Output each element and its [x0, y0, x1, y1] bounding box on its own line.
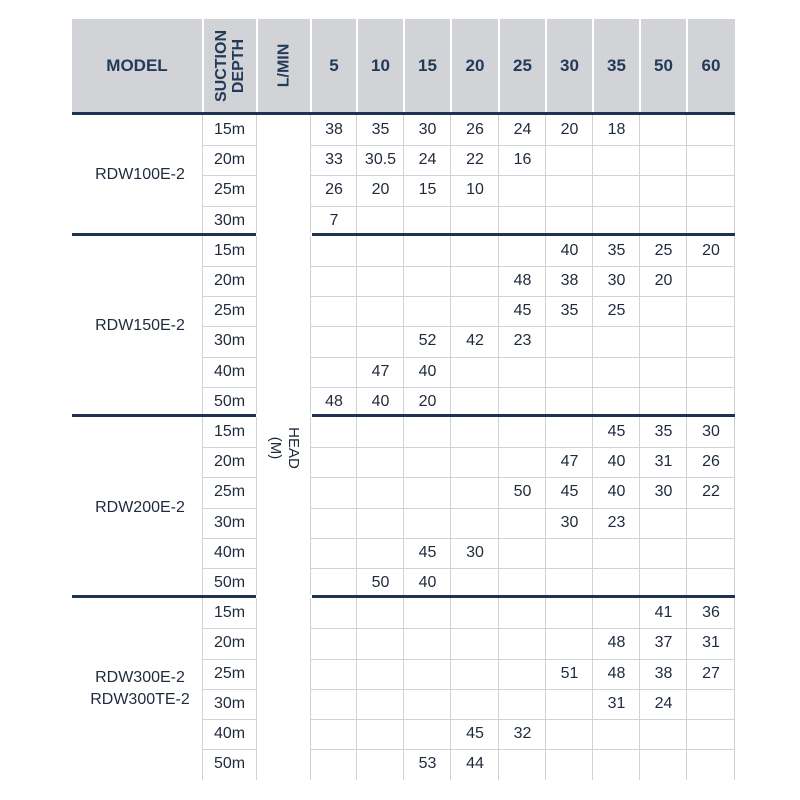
- suction-depth-cell: 15m: [213, 121, 246, 139]
- head-value-cell: [640, 538, 687, 568]
- head-value-cell: [404, 689, 451, 719]
- head-value-cell: 38: [654, 664, 673, 682]
- head-value-cell: [640, 206, 687, 236]
- header-divider: [202, 19, 204, 112]
- head-value-cell: [451, 206, 499, 236]
- head-label-line2: (M): [267, 436, 284, 459]
- head-value-cell: 7: [329, 211, 339, 229]
- suction-depth-cell: 50m: [213, 574, 246, 592]
- head-value-cell: 30: [418, 121, 437, 139]
- head-value-cell: [499, 689, 546, 719]
- head-value-cell: [404, 659, 451, 689]
- head-value-cell: [357, 659, 404, 689]
- suction-depth-cell: 30m: [213, 694, 246, 712]
- head-value-cell: [357, 508, 404, 538]
- head-value-cell: [499, 175, 546, 205]
- head-value-cell: 35: [607, 241, 626, 259]
- flow-header-50: 50: [654, 55, 673, 75]
- head-value-cell: 31: [702, 634, 720, 652]
- model-name: RDW300TE-2: [90, 690, 190, 708]
- head-value-cell: [687, 326, 735, 356]
- head-value-cell: 31: [654, 453, 673, 471]
- head-value-cell: [404, 598, 451, 628]
- head-value-cell: 50: [371, 574, 390, 592]
- head-value-cell: [404, 628, 451, 658]
- head-value-cell: [451, 659, 499, 689]
- model-name-cell: [72, 115, 208, 236]
- head-value-cell: [687, 538, 735, 568]
- head-value-cell: [311, 538, 357, 568]
- head-value-cell: [499, 236, 546, 266]
- head-value-cell: 35: [371, 121, 390, 139]
- head-value-cell: [499, 538, 546, 568]
- separator-gap: [256, 233, 312, 236]
- head-value-cell: [451, 357, 499, 387]
- suction-depth-cell: 30m: [213, 211, 246, 229]
- head-value-cell: 42: [466, 332, 484, 350]
- head-value-cell: [404, 236, 451, 266]
- head-value-cell: 40: [371, 392, 390, 410]
- head-value-cell: [499, 508, 546, 538]
- head-value-cell: 36: [702, 604, 720, 622]
- model-name: RDW200E-2: [95, 498, 185, 516]
- head-value-cell: [687, 719, 735, 749]
- head-value-cell: [687, 357, 735, 387]
- head-value-cell: [593, 145, 640, 175]
- suction-depth-cell: 25m: [213, 302, 246, 320]
- head-value-cell: [499, 749, 546, 779]
- head-value-cell: [404, 296, 451, 326]
- suction-depth-header-line1: SUCTION: [212, 29, 230, 102]
- head-value-cell: [546, 357, 593, 387]
- head-value-cell: 48: [513, 272, 532, 290]
- head-value-cell: [546, 628, 593, 658]
- model-name-cell: [72, 236, 208, 417]
- flow-header-10: 10: [371, 55, 390, 75]
- head-value-cell: [640, 175, 687, 205]
- head-value-cell: [687, 568, 735, 598]
- head-value-cell: 35: [654, 423, 673, 441]
- suction-depth-cell: 40m: [213, 543, 246, 561]
- head-value-cell: 23: [607, 513, 626, 531]
- head-value-cell: 18: [607, 121, 626, 139]
- head-value-cell: [687, 206, 735, 236]
- head-value-cell: [640, 387, 687, 417]
- head-value-cell: 20: [654, 272, 673, 290]
- head-value-cell: [499, 598, 546, 628]
- head-value-cell: 30: [466, 543, 484, 561]
- head-value-cell: 32: [513, 725, 532, 743]
- head-value-cell: [593, 326, 640, 356]
- head-value-cell: [546, 206, 593, 236]
- head-value-cell: [357, 477, 404, 507]
- head-value-cell: [357, 598, 404, 628]
- suction-depth-cell: 15m: [213, 423, 246, 441]
- head-value-cell: [451, 689, 499, 719]
- head-value-cell: 15: [418, 181, 437, 199]
- head-value-cell: 38: [560, 272, 579, 290]
- head-value-cell: [311, 749, 357, 779]
- head-value-cell: [687, 266, 735, 296]
- head-value-cell: 22: [466, 151, 484, 169]
- head-value-cell: [311, 236, 357, 266]
- head-value-cell: 16: [513, 151, 532, 169]
- head-value-cell: 30.5: [364, 151, 397, 169]
- suction-depth-column-header: [203, 19, 256, 112]
- head-value-cell: [404, 447, 451, 477]
- column-divider: [256, 115, 257, 780]
- head-value-cell: 45: [418, 543, 437, 561]
- flow-header-60: 60: [701, 55, 721, 75]
- head-value-cell: 37: [654, 634, 673, 652]
- head-value-cell: [357, 538, 404, 568]
- header-divider: [256, 19, 258, 112]
- head-value-cell: [357, 266, 404, 296]
- head-value-cell: 23: [513, 332, 532, 350]
- head-value-cell: [357, 296, 404, 326]
- head-value-cell: [546, 145, 593, 175]
- head-value-cell: [357, 206, 404, 236]
- head-value-cell: [311, 477, 357, 507]
- head-value-cell: [593, 749, 640, 779]
- flow-header-35: 35: [607, 55, 626, 75]
- head-value-cell: 22: [702, 483, 720, 501]
- suction-depth-cell: 20m: [213, 453, 246, 471]
- head-value-cell: [593, 357, 640, 387]
- head-value-cell: [451, 387, 499, 417]
- head-value-cell: [546, 387, 593, 417]
- head-value-cell: 45: [466, 725, 484, 743]
- head-value-cell: [687, 749, 735, 779]
- head-value-cell: 25: [607, 302, 626, 320]
- head-value-cell: 52: [418, 332, 437, 350]
- head-value-cell: 35: [560, 302, 579, 320]
- head-value-cell: 48: [607, 634, 626, 652]
- head-value-cell: [451, 447, 499, 477]
- model-name-cell: [72, 417, 208, 598]
- head-value-cell: 47: [560, 453, 579, 471]
- flow-header-15: 15: [418, 55, 437, 75]
- head-value-cell: [451, 508, 499, 538]
- head-value-cell: 30: [560, 513, 579, 531]
- head-value-cell: [311, 598, 357, 628]
- head-label-line1: HEAD: [285, 426, 302, 469]
- head-value-cell: [451, 236, 499, 266]
- suction-depth-cell: 20m: [213, 151, 246, 169]
- flow-unit-column-header: L/MIN: [275, 43, 293, 88]
- head-value-cell: 40: [607, 453, 626, 471]
- head-value-cell: [499, 206, 546, 236]
- head-value-cell: [311, 357, 357, 387]
- head-value-cell: [546, 175, 593, 205]
- head-value-cell: [357, 447, 404, 477]
- head-value-cell: 50: [513, 483, 532, 501]
- head-value-cell: [640, 326, 687, 356]
- head-value-cell: 30: [702, 423, 720, 441]
- head-value-cell: [311, 447, 357, 477]
- flow-header-30: 30: [560, 55, 579, 75]
- suction-depth-cell: 25m: [213, 483, 246, 501]
- head-value-cell: [311, 719, 357, 749]
- head-value-cell: [687, 508, 735, 538]
- suction-depth-cell: 40m: [213, 362, 246, 380]
- flow-header-20: 20: [465, 55, 485, 75]
- head-value-cell: [640, 568, 687, 598]
- head-value-cell: [640, 749, 687, 779]
- head-value-cell: [499, 417, 546, 447]
- model-name: RDW100E-2: [95, 166, 185, 184]
- head-value-cell: 40: [418, 362, 437, 380]
- head-value-cell: [687, 689, 735, 719]
- head-value-cell: 20: [560, 121, 579, 139]
- head-value-cell: [593, 387, 640, 417]
- head-value-cell: [451, 266, 499, 296]
- head-value-cell: [404, 477, 451, 507]
- head-value-cell: 45: [513, 302, 532, 320]
- head-value-cell: [593, 719, 640, 749]
- head-value-cell: 20: [702, 241, 720, 259]
- head-value-cell: [357, 236, 404, 266]
- head-value-cell: [640, 719, 687, 749]
- head-value-cell: 47: [371, 362, 390, 380]
- head-value-cell: 38: [325, 121, 343, 139]
- head-value-cell: [451, 477, 499, 507]
- head-value-cell: [357, 719, 404, 749]
- head-value-cell: [311, 266, 357, 296]
- head-value-cell: [311, 628, 357, 658]
- flow-header-25: 25: [513, 55, 532, 75]
- head-value-cell: [546, 538, 593, 568]
- suction-depth-cell: 20m: [213, 634, 246, 652]
- head-value-cell: [687, 175, 735, 205]
- head-value-cell: [593, 175, 640, 205]
- head-value-cell: [451, 628, 499, 658]
- suction-depth-cell: 50m: [213, 392, 246, 410]
- head-value-cell: 40: [418, 574, 437, 592]
- head-value-cell: [499, 628, 546, 658]
- suction-depth-cell: 30m: [213, 332, 246, 350]
- head-value-cell: [546, 326, 593, 356]
- head-value-cell: [546, 598, 593, 628]
- head-value-cell: [593, 538, 640, 568]
- head-value-cell: [640, 357, 687, 387]
- suction-depth-cell: 25m: [213, 664, 246, 682]
- head-value-cell: 26: [466, 121, 484, 139]
- head-value-cell: [546, 417, 593, 447]
- head-value-cell: 24: [418, 151, 437, 169]
- head-value-cell: [593, 206, 640, 236]
- head-value-cell: 25: [654, 241, 673, 259]
- head-value-cell: [687, 115, 735, 145]
- head-value-cell: [311, 296, 357, 326]
- head-value-cell: 24: [513, 121, 532, 139]
- head-value-cell: [404, 266, 451, 296]
- head-value-cell: [357, 749, 404, 779]
- head-value-cell: 31: [607, 694, 626, 712]
- head-value-cell: [451, 568, 499, 598]
- model-name: RDW300E-2: [95, 668, 185, 686]
- head-value-cell: [404, 719, 451, 749]
- head-value-cell: [640, 115, 687, 145]
- separator-gap: [256, 595, 312, 598]
- head-value-cell: [499, 568, 546, 598]
- flow-header-5: 5: [329, 55, 339, 75]
- head-value-cell: [311, 568, 357, 598]
- head-value-cell: 33: [325, 151, 343, 169]
- head-value-cell: [451, 417, 499, 447]
- head-value-cell: [451, 296, 499, 326]
- head-value-cell: [311, 659, 357, 689]
- head-value-cell: 20: [371, 181, 390, 199]
- head-value-cell: [311, 689, 357, 719]
- model-name: RDW150E-2: [95, 317, 185, 335]
- head-value-cell: [311, 508, 357, 538]
- head-value-cell: 30: [607, 272, 626, 290]
- head-value-cell: [687, 387, 735, 417]
- head-value-cell: [593, 568, 640, 598]
- suction-depth-cell: 15m: [213, 604, 246, 622]
- head-value-cell: [357, 689, 404, 719]
- head-value-cell: 27: [702, 664, 720, 682]
- head-value-cell: [687, 145, 735, 175]
- head-value-cell: 30: [654, 483, 673, 501]
- head-value-cell: [687, 296, 735, 326]
- suction-depth-cell: 20m: [213, 272, 246, 290]
- head-value-cell: [357, 326, 404, 356]
- model-name-cell: [72, 598, 208, 779]
- head-value-cell: 44: [466, 755, 484, 773]
- suction-depth-header-line2: DEPTH: [229, 38, 247, 93]
- head-value-cell: 10: [466, 181, 484, 199]
- head-value-cell: [640, 508, 687, 538]
- head-value-cell: 24: [654, 694, 673, 712]
- model-column-header: MODEL: [106, 55, 168, 75]
- head-value-cell: [499, 659, 546, 689]
- head-value-cell: [593, 598, 640, 628]
- suction-depth-cell: 40m: [213, 725, 246, 743]
- head-value-cell: 26: [702, 453, 720, 471]
- head-value-cell: [311, 417, 357, 447]
- head-value-cell: 40: [560, 241, 579, 259]
- head-value-cell: 51: [560, 664, 579, 682]
- head-value-cell: [499, 357, 546, 387]
- head-value-cell: 45: [607, 423, 626, 441]
- head-value-cell: [357, 628, 404, 658]
- head-value-cell: [357, 417, 404, 447]
- head-value-cell: 48: [325, 392, 343, 410]
- head-value-cell: 20: [418, 392, 437, 410]
- head-value-cell: [640, 145, 687, 175]
- head-value-cell: 48: [607, 664, 626, 682]
- head-value-cell: 41: [654, 604, 673, 622]
- suction-depth-cell: 25m: [213, 181, 246, 199]
- head-value-cell: 53: [418, 755, 437, 773]
- head-value-cell: 45: [560, 483, 579, 501]
- suction-depth-cell: 50m: [213, 755, 246, 773]
- head-value-cell: [546, 749, 593, 779]
- head-label: [257, 115, 311, 780]
- head-value-cell: [404, 508, 451, 538]
- head-value-cell: [546, 689, 593, 719]
- separator-gap: [256, 414, 312, 417]
- head-value-cell: [546, 719, 593, 749]
- head-value-cell: [546, 568, 593, 598]
- head-value-cell: [311, 326, 357, 356]
- head-value-cell: [404, 206, 451, 236]
- suction-depth-cell: 15m: [213, 241, 246, 259]
- head-value-cell: 26: [325, 181, 343, 199]
- head-value-cell: [451, 598, 499, 628]
- head-value-cell: [404, 417, 451, 447]
- head-value-cell: [640, 296, 687, 326]
- head-value-cell: [499, 447, 546, 477]
- suction-depth-cell: 30m: [213, 513, 246, 531]
- head-value-cell: [499, 387, 546, 417]
- head-value-cell: 40: [607, 483, 626, 501]
